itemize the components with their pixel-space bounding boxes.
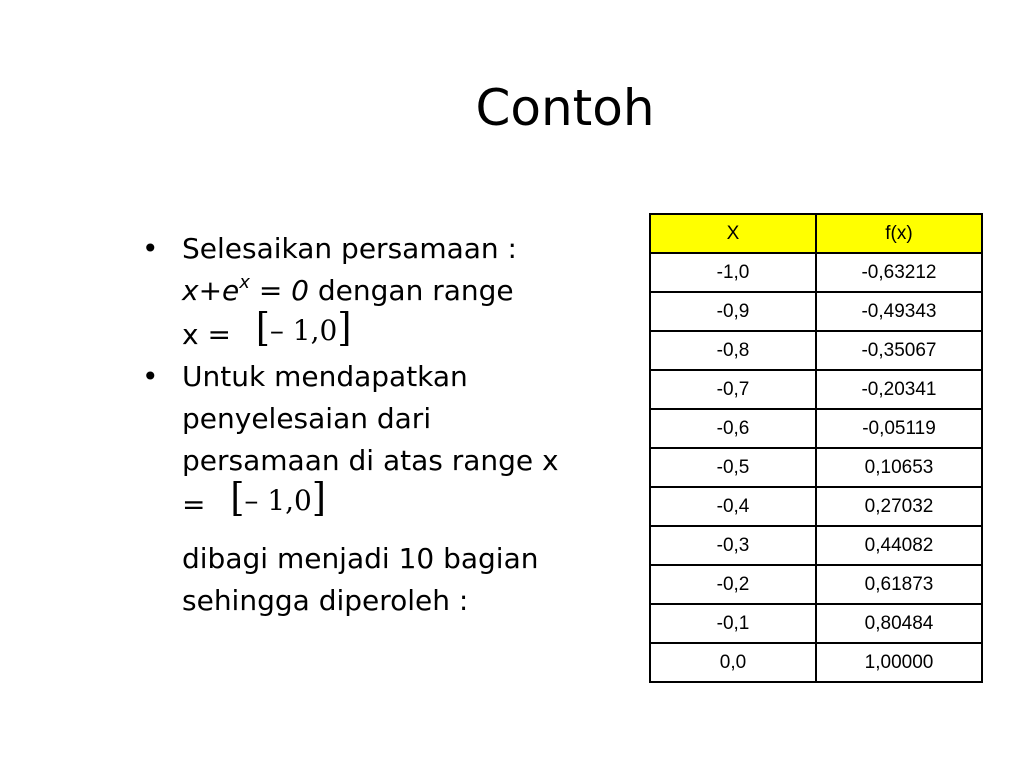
bullet-item-method <box>140 356 580 526</box>
table-row <box>650 253 982 292</box>
cell-x: -0,5 <box>650 448 816 487</box>
cell-fx: -0,35067 <box>816 331 982 370</box>
table-row <box>650 643 982 682</box>
cell-fx: -0,63212 <box>816 253 982 292</box>
table-row <box>650 331 982 370</box>
results-table <box>649 213 983 683</box>
cell-x: -1,0 <box>650 253 816 292</box>
header-fx: f(x) <box>816 214 982 253</box>
table-row <box>650 487 982 526</box>
cell-x: -0,2 <box>650 565 816 604</box>
interval-values: – 1,0 <box>244 484 312 517</box>
cell-fx: 0,27032 <box>816 487 982 526</box>
interval-close-bracket: ] <box>311 475 326 521</box>
table-row <box>650 448 982 487</box>
bullet-item-equation <box>140 228 580 356</box>
continuation-paragraph: dibagi menjadi 10 bagian sehingga diperoleh : <box>182 542 539 617</box>
slide-title: Contoh <box>475 79 655 137</box>
cell-x: 0,0 <box>650 643 816 682</box>
cell-x: -0,4 <box>650 487 816 526</box>
cell-fx: -0,20341 <box>816 370 982 409</box>
interval-expression <box>230 475 326 522</box>
equation-rest: = 0 <box>249 274 309 307</box>
cell-x: -0,1 <box>650 604 816 643</box>
bullet-dot: • <box>142 232 159 265</box>
bullet-list <box>140 228 580 622</box>
cell-x: -0,8 <box>650 331 816 370</box>
table-row <box>650 370 982 409</box>
cell-x: -0,6 <box>650 409 816 448</box>
interval-values: – 1,0 <box>269 314 338 347</box>
table-row <box>650 292 982 331</box>
table-row <box>650 604 982 643</box>
table-header-row <box>650 214 982 253</box>
cell-fx: 0,61873 <box>816 565 982 604</box>
equation-suffix: dengan range <box>309 274 514 307</box>
cell-fx: -0,49343 <box>816 292 982 331</box>
equation-exponent: x <box>239 272 250 293</box>
interval-open-bracket: [ <box>230 475 245 521</box>
cell-fx: 0,10653 <box>816 448 982 487</box>
cell-fx: 1,00000 <box>816 643 982 682</box>
table-row <box>650 526 982 565</box>
bullet-text-line1: Selesaikan persamaan : <box>182 232 517 265</box>
cell-fx: -0,05119 <box>816 409 982 448</box>
equation-base: x+e <box>182 274 240 307</box>
cell-x: -0,7 <box>650 370 816 409</box>
cell-fx: 0,80484 <box>816 604 982 643</box>
table-row <box>650 565 982 604</box>
cell-x: -0,3 <box>650 526 816 565</box>
range-prefix: x = <box>182 318 231 351</box>
bullet-text-method: Untuk mendapatkan penyelesaian dari persamaan di atas range x = <box>182 360 559 521</box>
interval-close-bracket: ] <box>337 305 352 351</box>
bullet-dot: • <box>142 360 159 393</box>
interval-open-bracket: [ <box>255 305 270 351</box>
cell-fx: 0,44082 <box>816 526 982 565</box>
header-x: X <box>650 214 816 253</box>
table-row <box>650 409 982 448</box>
cell-x: -0,9 <box>650 292 816 331</box>
interval-expression <box>255 305 352 352</box>
